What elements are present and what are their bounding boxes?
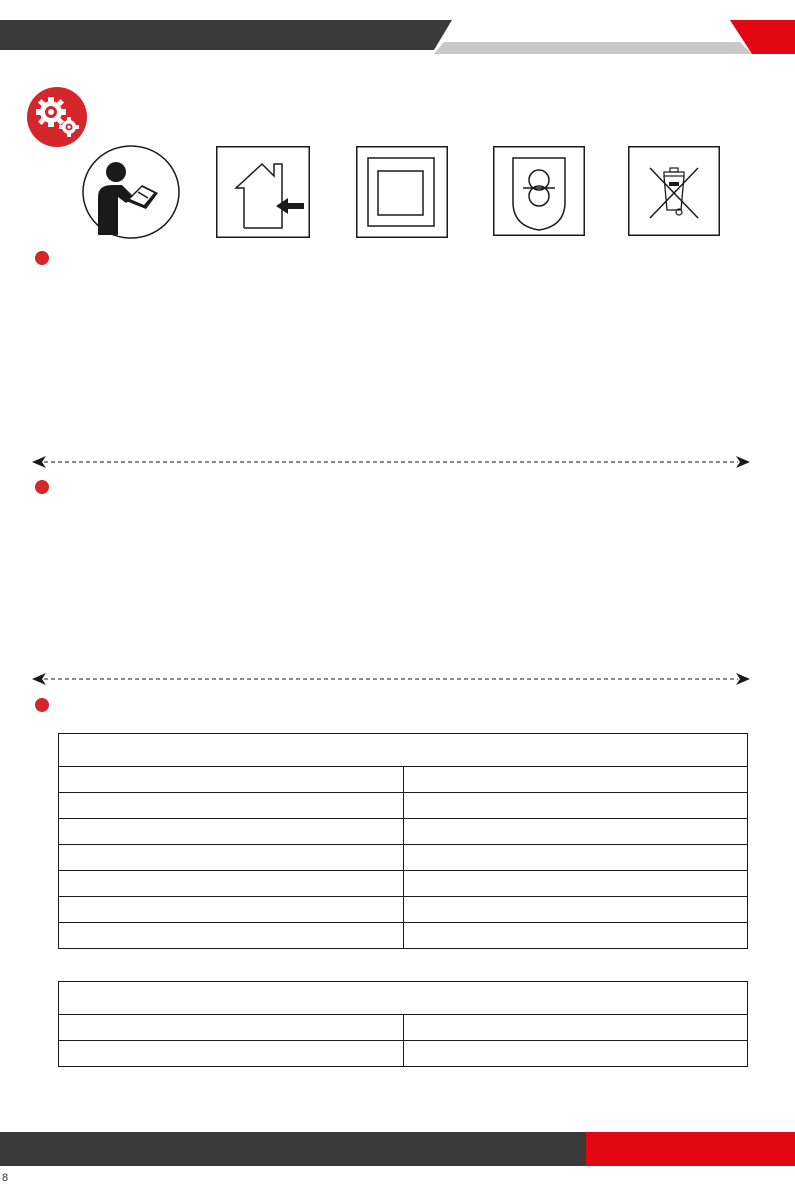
- weee-crossed-bin-icon: [628, 146, 720, 236]
- value-cell: [404, 819, 748, 845]
- section-divider-arrow: [32, 672, 750, 686]
- table-row: [59, 819, 748, 845]
- secondary-data-table: [58, 981, 748, 1067]
- value-cell: [404, 923, 748, 949]
- section-bullet-1: [35, 251, 49, 265]
- param-cell: [59, 793, 404, 819]
- footer-band: [0, 1130, 795, 1168]
- param-cell: [59, 1041, 404, 1067]
- param-cell: [59, 845, 404, 871]
- param-cell: [59, 767, 404, 793]
- table-header: [59, 982, 748, 1015]
- page-number: 8: [2, 1172, 9, 1184]
- table-row: [59, 1015, 748, 1041]
- table-row: [59, 793, 748, 819]
- value-cell: [404, 871, 748, 897]
- param-cell: [59, 819, 404, 845]
- table-header-row: [59, 734, 748, 767]
- table-row: [59, 897, 748, 923]
- table-row: [59, 923, 748, 949]
- param-cell: [59, 923, 404, 949]
- value-cell: [404, 897, 748, 923]
- protection-class-ii-icon: [356, 146, 448, 238]
- footer-dark-bar: [0, 1132, 586, 1166]
- header-band: [0, 0, 795, 70]
- value-cell: [404, 845, 748, 871]
- header-dark-bar: [0, 20, 452, 50]
- section-bullet-3: [35, 698, 49, 712]
- indoor-use-only-icon: [216, 146, 310, 238]
- table-row: [59, 871, 748, 897]
- value-cell: [404, 1041, 748, 1067]
- table-row: [59, 767, 748, 793]
- section-text-2: [58, 477, 748, 657]
- section-text-3: [58, 695, 748, 719]
- value-cell: [404, 767, 748, 793]
- footer-red-accent: [586, 1132, 795, 1166]
- header-light-stripe: [434, 42, 752, 54]
- section-divider-arrow: [32, 455, 750, 469]
- table-header: [59, 734, 748, 767]
- value-cell: [404, 1015, 748, 1041]
- param-cell: [59, 897, 404, 923]
- technical-data-table: [58, 733, 748, 949]
- param-cell: [59, 871, 404, 897]
- table-header-row: [59, 982, 748, 1015]
- table-row: [59, 845, 748, 871]
- section-text-1: [58, 248, 748, 438]
- gears-icon: [26, 86, 88, 148]
- param-cell: [59, 1015, 404, 1041]
- table-row: [59, 1041, 748, 1067]
- read-manual-icon: [82, 145, 180, 239]
- safety-isolating-transformer-icon: [493, 146, 585, 236]
- value-cell: [404, 793, 748, 819]
- section-bullet-2: [35, 480, 49, 494]
